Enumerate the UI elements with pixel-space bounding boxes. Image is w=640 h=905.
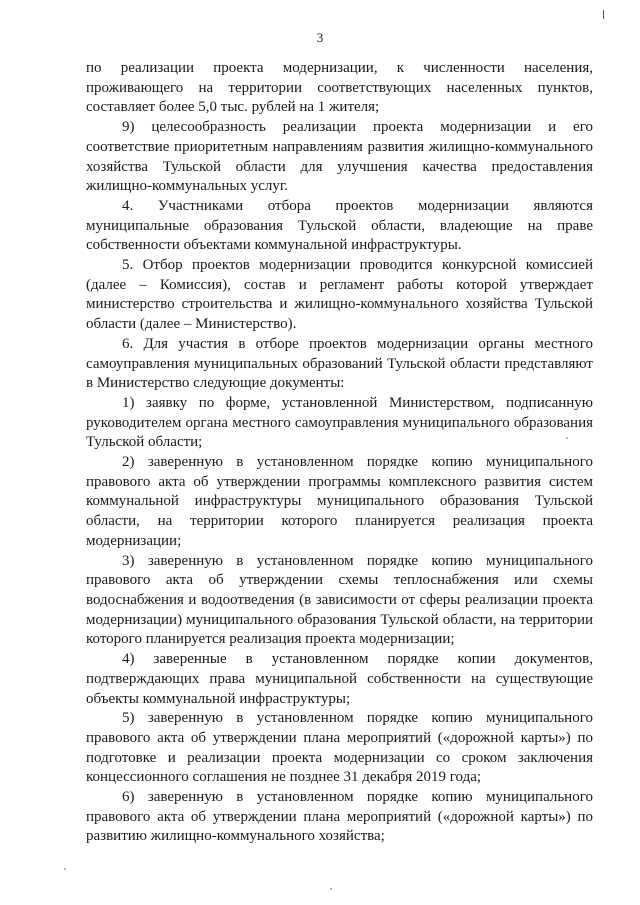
paragraph-criterion-9: 9) целесообразность реализации проекта модернизации и его соответствие приоритетным направлениям развития жилищно-коммунального хозяйства Тульской области для улучшения качества предоставления жилищно-коммунальных услуг. — [86, 119, 593, 195]
list-item-6: 6) заверенную в установленном порядке копию муниципального правового акта об утверждении плана мероприятий («дорожной карты») по развитию жилищно-коммунального хозяйства; — [86, 789, 593, 845]
document-body — [86, 59, 593, 847]
paragraph-section-6: 6. Для участия в отборе проектов модернизации органы местного самоуправления муниципальных образований Тульской области представляют в Министерство следующие документы: — [86, 335, 593, 392]
page-number: 3 — [316, 30, 324, 45]
scan-speck — [330, 888, 332, 890]
list-item-2: 2) заверенную в установленном порядке копию муниципального правового акта об утверждении программы комплексного развития систем коммунальной инфраструктуры муниципального образования Тульской области, на территории которого планируется реализация проекта модернизации; — [86, 454, 593, 549]
paragraph-section-5: 5. Отбор проектов модернизации проводится конкурсной комиссией (далее – Комиссия), состав и регламент работы которой утверждает министерство строительства и жилищно-коммунального хозяйства Тульской области (далее – Министерство). — [86, 257, 593, 333]
paragraph-continuation: по реализации проекта модернизации, к численности населения, проживающего на территории соответствующих населенных пунктов, составляет более 5,0 тыс. рублей на 1 жителя; — [86, 60, 593, 116]
list-item-3: 3) заверенную в установленном порядке копию муниципального правового акта об утверждении схемы теплоснабжения или схемы водоснабжения и водоотведения (в зависимости от сферы реализации проекта модернизации) муниципального образования Тульской области, на территории которого планируется реализация проекта модернизации; — [86, 552, 593, 648]
list-item-1: 1) заявку по форме, установленной Министерством, подписанную руководителем органа местного самоуправления муниципального образования Тульской области; — [86, 394, 593, 451]
paragraph-section-4: 4. Участниками отбора проектов модернизации являются муниципальные образования Тульской области, владеющие на праве собственности объектами коммунальной инфраструктуры. — [86, 197, 593, 254]
scan-speck — [566, 437, 568, 439]
list-item-4: 4) заверенные в установленном порядке копии документов, подтверждающих права муниципальной собственности на существующие объекты коммунальной инфраструктуры; — [86, 651, 593, 707]
scan-corner-mark — [603, 10, 604, 19]
list-item-5: 5) заверенную в установленном порядке копию муниципального правового акта об утверждении плана мероприятий («дорожной карты») по подготовке и реализации проекта модернизации со сроком заключения концессионного соглашения не позднее 31 декабря 2019 года; — [86, 710, 593, 786]
scan-speck — [64, 868, 66, 870]
